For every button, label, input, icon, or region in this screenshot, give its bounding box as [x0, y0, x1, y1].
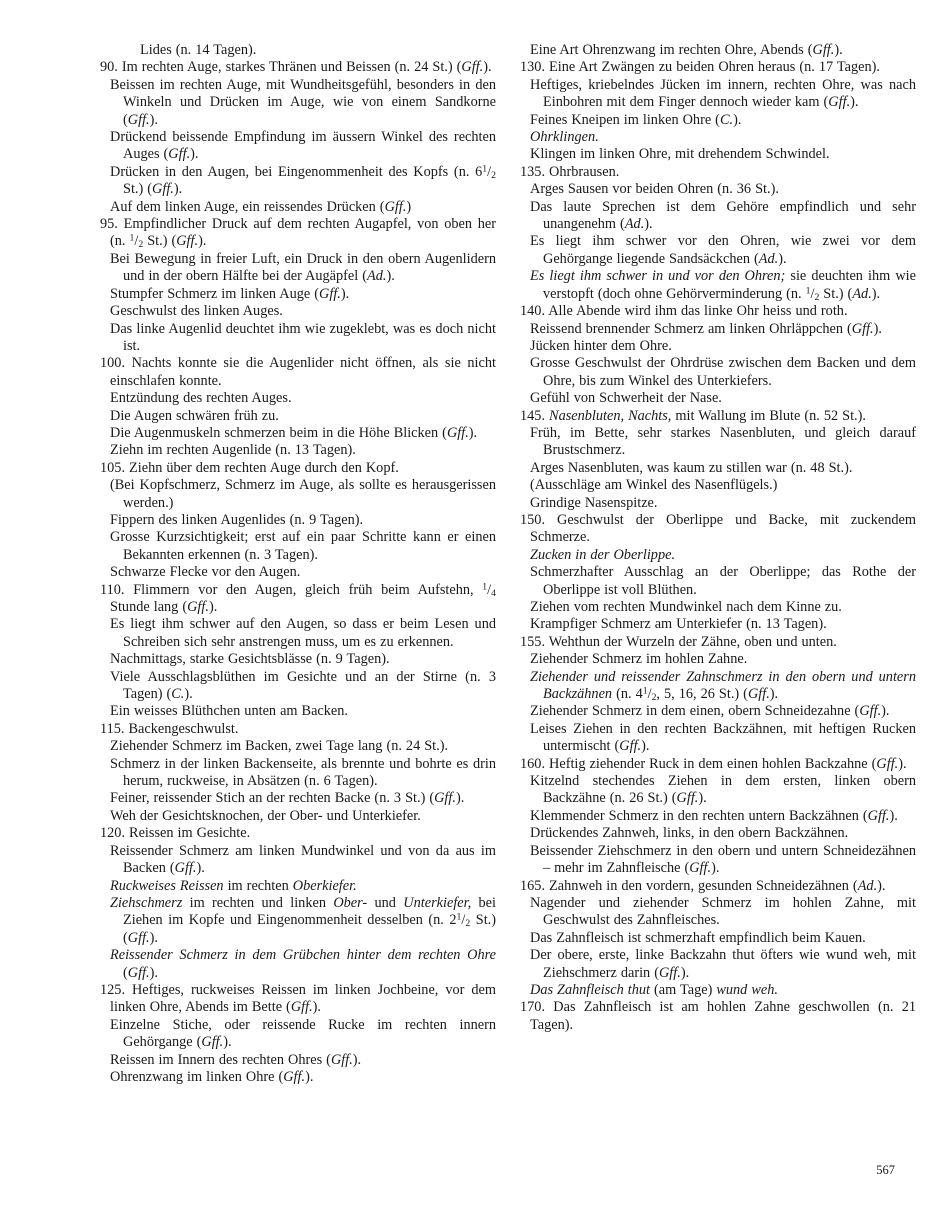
entry-text: Grindige Nasenspitze. — [530, 494, 658, 511]
two-column-text — [100, 42, 935, 1086]
entry-text: (Ausschläge am Winkel des Nasenflügels.) — [530, 477, 778, 494]
page-number: 567 — [876, 1163, 895, 1177]
symptom-entry — [520, 634, 916, 651]
symptom-entry — [520, 564, 916, 599]
symptom-entry — [100, 460, 496, 477]
symptom-entry — [100, 408, 496, 425]
symptom-entry — [520, 77, 916, 112]
entry-text: Eine Art Ohrenzwang im rechten Ohre, Abends (Gff.). — [530, 42, 843, 58]
symptom-entry — [520, 651, 916, 668]
symptom-entry — [520, 669, 916, 704]
entry-text: Es liegt ihm schwer auf den Augen, so dass er beim Lesen und Schreiben sich sehr anstrengen muss, um es zu erkennen. — [110, 616, 496, 650]
entry-text: Ohrbrausen. — [549, 163, 620, 180]
symptom-entry — [520, 355, 916, 390]
entry-text: Schmerz in der linken Backenseite, als brennte und bohrte es drin herum, ruckweise, in Absätzen (n. 6 Tagen). — [110, 755, 496, 790]
symptom-entry — [520, 390, 916, 407]
entry-text: Heftiges, ruckweises Reissen im linken Jochbeine, vor dem linken Ohre, Abends im Bette (Gff.). — [110, 981, 496, 1016]
entry-text: Heftiges, kriebelndes Jücken im innern, rechten Ohre, was nach Einbohren mit dem Finger dennoch wieder kam (Gff.). — [530, 76, 916, 111]
entry-text: Geschwulst der Oberlippe und Backe, mit zuckendem Schmerze. — [530, 511, 916, 546]
entry-text: Einzelne Stiche, oder reissende Rucke im rechten innern Gehörgange (Gff.). — [110, 1016, 496, 1051]
symptom-entry — [520, 982, 916, 999]
entry-text: Ziehn im rechten Augenlide (n. 13 Tagen). — [110, 442, 356, 459]
symptom-entry — [100, 1052, 496, 1069]
symptom-entry — [100, 825, 496, 842]
entry-number: 110. — [100, 581, 134, 598]
symptom-entry — [100, 251, 496, 286]
entry-text: Gefühl von Schwerheit der Nase. — [530, 390, 722, 407]
entry-text: Leises Ziehen in den rechten Backzähnen, mit heftigen Rucken untermischt (Gff.). — [530, 720, 916, 755]
symptom-entry — [100, 59, 496, 76]
symptom-entry — [520, 495, 916, 512]
entry-text: Reissen im Innern des rechten Ohres (Gff.). — [110, 1051, 362, 1068]
symptom-entry — [100, 199, 496, 216]
entry-text: Entzündung des rechten Auges. — [110, 390, 292, 407]
symptom-entry — [520, 843, 916, 878]
entry-text: Fippern des linken Augenlides (n. 9 Tagen). — [110, 511, 364, 528]
entry-text: Jücken hinter dem Ohre. — [530, 337, 672, 354]
entry-text: Ohrenzwang im linken Ohre (Gff.). — [110, 1068, 314, 1085]
symptom-entry — [100, 216, 496, 251]
symptom-entry — [100, 756, 496, 791]
entry-text: Alle Abende wird ihm das linke Ohr heiss und roth. — [548, 303, 848, 320]
symptom-entry — [520, 42, 916, 59]
symptom-entry — [100, 738, 496, 755]
entry-text: Kitzelnd stechendes Ziehen in dem ersten, linken obern Backzähne (n. 26 St.) (Gff.). — [530, 773, 916, 807]
entry-number: 140. — [520, 303, 549, 320]
symptom-entry — [520, 164, 916, 181]
symptom-entry — [100, 1069, 496, 1086]
symptom-entry — [100, 512, 496, 529]
entry-text: Klemmender Schmerz in den rechten untern Backzähnen (Gff.). — [530, 807, 898, 824]
symptom-entry — [520, 825, 916, 842]
symptom-entry — [100, 42, 496, 59]
entry-text: Die Augenmuskeln schmerzen beim in die Höhe Blicken (Gff.). — [110, 424, 478, 441]
symptom-entry — [100, 164, 496, 199]
entry-text: Drückendes Zahnweh, links, in den obern Backzähnen. — [530, 825, 849, 842]
symptom-entry — [100, 703, 496, 720]
symptom-entry — [100, 442, 496, 459]
entry-text: Flimmern vor den Augen, gleich früh beim Aufstehn, $^1/_4$ Stunde lang (Gff.). — [110, 581, 496, 615]
entry-number: 170. — [520, 999, 554, 1016]
symptom-entry — [520, 878, 916, 895]
symptom-entry — [100, 321, 496, 356]
entry-text: Bei Bewegung in freier Luft, ein Druck in den obern Augenlidern und in der obern Hälfte bei der Augäpfel (Ad.). — [110, 250, 496, 285]
symptom-entry — [520, 59, 916, 76]
entry-text: Arges Sausen vor beiden Ohren (n. 36 St.). — [530, 181, 779, 198]
symptom-entry — [520, 703, 916, 720]
symptom-entry — [100, 790, 496, 807]
entry-text: Eine Art Zwängen zu beiden Ohren heraus (n. 17 Tagen). — [549, 59, 880, 76]
entry-number: 95. — [100, 216, 124, 233]
entry-text: Geschwulst des linken Auges. — [110, 303, 283, 320]
entry-text: Ziehender und reissender Zahnschmerz in den obern und untern Backzähnen (n. $4^1/_2$, 5, 16, 26 St.) (Gff.). — [530, 668, 916, 703]
symptom-entry — [100, 303, 496, 320]
symptom-entry — [520, 895, 916, 930]
symptom-entry — [100, 947, 496, 982]
entry-text: Beissender Ziehschmerz in den obern und untern Schneidezähnen – mehr im Zahnfleische (Gff.). — [530, 842, 916, 877]
symptom-entry — [100, 669, 496, 704]
left-column — [100, 42, 496, 1086]
entry-text: Ein weisses Blüthchen unten am Backen. — [110, 703, 348, 720]
symptom-entry — [520, 512, 916, 547]
symptom-entry — [100, 895, 496, 947]
symptom-entry — [100, 477, 496, 512]
entry-text: Empfindlicher Druck auf dem rechten Augapfel, von oben her (n. $^1/_2$ St.) (Gff.). — [110, 216, 496, 251]
symptom-entry — [520, 756, 916, 773]
entry-text: Schmerzhafter Ausschlag an der Oberlippe; das Rothe der Oberlippe ist voll Blüthen. — [530, 564, 916, 598]
symptom-entry — [520, 616, 916, 633]
entry-text: Weh der Gesichtsknochen, der Ober- und Unterkiefer. — [110, 807, 421, 824]
symptom-entry — [100, 564, 496, 581]
entry-text: Ziehender Schmerz im Backen, zwei Tage lang (n. 24 St.). — [110, 738, 449, 755]
entry-text: Es liegt ihm schwer vor den Ohren, wie zwei vor dem Gehörgange liegende Sandsäckchen (Ad.). — [530, 233, 916, 267]
entry-text: Ohrklingen. — [530, 129, 599, 146]
entry-text: Nachts konnte sie die Augenlider nicht öffnen, als sie nicht einschlafen konnte. — [110, 355, 496, 389]
entry-number: 100. — [100, 355, 132, 372]
entry-text: Ziehender Schmerz in dem einen, obern Schneidezahne (Gff.). — [530, 703, 890, 720]
entry-number: 90. — [100, 59, 122, 76]
symptom-entry — [520, 721, 916, 756]
symptom-entry — [100, 355, 496, 390]
symptom-entry — [520, 146, 916, 163]
entry-text: Das Zahnfleisch thut (am Tage) wund weh. — [530, 981, 778, 998]
entry-text: Ziehschmerz im rechten und linken Ober- und Unterkiefer, bei Ziehen im Kopfe und Eingenommenheit desselben (n. $2^1/_2$ St.) (Gff.). — [110, 894, 496, 946]
entry-number: 155. — [520, 633, 549, 650]
entry-text: Reissender Schmerz am linken Mundwinkel und von da aus im Backen (Gff.). — [110, 842, 496, 877]
symptom-entry — [100, 286, 496, 303]
entry-text: Ziehender Schmerz im hohlen Zahne. — [530, 651, 748, 668]
entry-text: Nasenbluten, Nachts, mit Wallung im Blute (n. 52 St.). — [549, 407, 866, 424]
symptom-entry — [100, 425, 496, 442]
entry-text: Drücken in den Augen, bei Eingenommenheit des Kopfs (n. $6^1/_2$ St.) (Gff.). — [110, 163, 496, 198]
symptom-entry — [520, 408, 916, 425]
entry-text: Feines Kneipen im linken Ohre (C.). — [530, 111, 742, 128]
entry-text: Nagender und ziehender Schmerz im hohlen Zahne, mit Geschwulst des Zahnfleisches. — [530, 894, 916, 929]
entry-text: Schwarze Flecke vor den Augen. — [110, 564, 301, 581]
entry-text: Reissen im Gesichte. — [129, 825, 251, 842]
entry-text: Arges Nasenbluten, was kaum zu stillen war (n. 48 St.). — [530, 459, 853, 476]
entry-text: Backengeschwulst. — [128, 720, 239, 737]
entry-text: Der obere, erste, linke Backzahn thut öfters wie wund weh, mit Ziehschmerz darin (Gff.). — [530, 947, 916, 981]
symptom-entry — [520, 999, 916, 1034]
entry-text: Wehthun der Wurzeln der Zähne, oben und unten. — [548, 633, 837, 650]
symptom-entry — [520, 425, 916, 460]
entry-text: Zahnweh in den vordern, gesunden Schneidezähnen (Ad.). — [549, 877, 886, 894]
symptom-entry — [100, 77, 496, 129]
symptom-entry — [520, 773, 916, 808]
symptom-entry — [100, 808, 496, 825]
symptom-entry — [100, 582, 496, 617]
entry-number: 120. — [100, 825, 130, 842]
entry-number: 135. — [520, 163, 550, 180]
symptom-entry — [520, 930, 916, 947]
symptom-entry — [520, 338, 916, 355]
entry-number: 145. — [520, 407, 550, 424]
symptom-entry — [520, 303, 916, 320]
symptom-entry — [520, 547, 916, 564]
symptom-entry — [520, 947, 916, 982]
symptom-entry — [100, 982, 496, 1017]
symptom-entry — [520, 321, 916, 338]
symptom-entry — [520, 199, 916, 234]
entry-text: Viele Ausschlagsblüthen im Gesichte und an der Stirne (n. 3 Tagen) (C.). — [110, 668, 496, 703]
entry-text: Feiner, reissender Stich an der rechten Backe (n. 3 St.) (Gff.). — [110, 790, 465, 807]
entry-text: Früh, im Bette, sehr starkes Nasenbluten, und gleich darauf Brustschmerz. — [530, 424, 916, 459]
symptom-entry — [100, 390, 496, 407]
entry-text: Lides (n. 14 Tagen). — [140, 42, 257, 58]
entry-text: Grosse Kurzsichtigkeit; erst auf ein paar Schritte kann er einen Bekannten erkennen (n. 3 Tagen). — [110, 529, 496, 563]
symptom-entry — [100, 1017, 496, 1052]
symptom-entry — [100, 129, 496, 164]
entry-text: (Bei Kopfschmerz, Schmerz im Auge, als sollte es herausgerissen werden.) — [110, 477, 496, 511]
symptom-entry — [520, 599, 916, 616]
symptom-entry — [520, 181, 916, 198]
entry-text: Heftig ziehender Ruck in dem einen hohlen Backzahne (Gff.). — [549, 755, 907, 772]
entry-text: Ziehen vom rechten Mundwinkel nach dem Kinne zu. — [530, 599, 842, 615]
symptom-entry — [100, 616, 496, 651]
entry-text: Das linke Augenlid deuchtet ihm wie zugeklebt, was es doch nicht ist. — [110, 320, 496, 354]
symptom-entry — [100, 721, 496, 738]
entry-text: Das Zahnfleisch ist schmerzhaft empfindlich beim Kauen. — [530, 929, 866, 946]
entry-text: Das laute Sprechen ist dem Gehöre empfindlich und sehr unangenehm (Ad.). — [530, 198, 916, 233]
entry-text: Auf dem linken Auge, ein reissendes Drücken (Gff.) — [110, 198, 412, 215]
entry-number: 125. — [100, 981, 132, 998]
symptom-entry — [520, 129, 916, 146]
entry-text: Reissender Schmerz in dem Grübchen hinter dem rechten Ohre (Gff.). — [110, 947, 496, 981]
symptom-entry — [520, 112, 916, 129]
entry-text: Zucken in der Oberlippe. — [530, 546, 676, 563]
entry-number: 130. — [520, 59, 550, 76]
entry-text: Drückend beissende Empfindung im äussern Winkel des rechten Auges (Gff.). — [110, 129, 496, 163]
entry-text: Ruckweises Reissen im rechten Oberkiefer. — [110, 877, 357, 894]
entry-text: Krampfiger Schmerz am Unterkiefer (n. 13 Tagen). — [530, 616, 827, 633]
right-column — [520, 42, 916, 1086]
entry-text: Die Augen schwären früh zu. — [110, 407, 279, 424]
symptom-entry — [520, 268, 916, 303]
entry-text: Nachmittags, starke Gesichtsblässe (n. 9 Tagen). — [110, 651, 390, 668]
symptom-entry — [520, 460, 916, 477]
entry-text: Reissend brennender Schmerz am linken Ohrläppchen (Gff.). — [530, 320, 882, 337]
entry-number: 105. — [100, 459, 130, 476]
entry-text: Das Zahnfleisch ist am hohlen Zahne geschwollen (n. 21 Tagen). — [530, 999, 916, 1033]
entry-number: 165. — [520, 877, 550, 894]
entry-number: 150. — [520, 511, 558, 528]
symptom-entry — [100, 878, 496, 895]
symptom-entry — [520, 233, 916, 268]
symptom-entry — [100, 529, 496, 564]
entry-text: Stumpfer Schmerz im linken Auge (Gff.). — [110, 285, 350, 302]
entry-text: Ziehn über dem rechten Auge durch den Kopf. — [129, 459, 399, 476]
entry-text: Beissen im rechten Auge, mit Wundheitsgefühl, besonders in den Winkeln und Drücken im Auge, wie von einem Sandkorne (Gff.). — [110, 76, 496, 128]
symptom-entry — [100, 843, 496, 878]
entry-number: 160. — [520, 755, 550, 772]
symptom-entry — [100, 651, 496, 668]
entry-text: Klingen im linken Ohre, mit drehendem Schwindel. — [530, 146, 830, 163]
entry-text: Im rechten Auge, starkes Thränen und Beissen (n. 24 St.) (Gff.). — [121, 59, 492, 76]
symptom-entry — [520, 808, 916, 825]
entry-number: 115. — [100, 720, 129, 737]
symptom-entry — [520, 477, 916, 494]
entry-text: Grosse Geschwulst der Ohrdrüse zwischen dem Backen und dem Ohre, bis zum Winkel des Unterkiefers. — [530, 355, 916, 389]
entry-text: Es liegt ihm schwer in und vor den Ohren; sie deuchten ihm wie verstopft (doch ohne Gehörverminderung (n. $^1/_2$ St.) (Ad.). — [530, 268, 916, 303]
